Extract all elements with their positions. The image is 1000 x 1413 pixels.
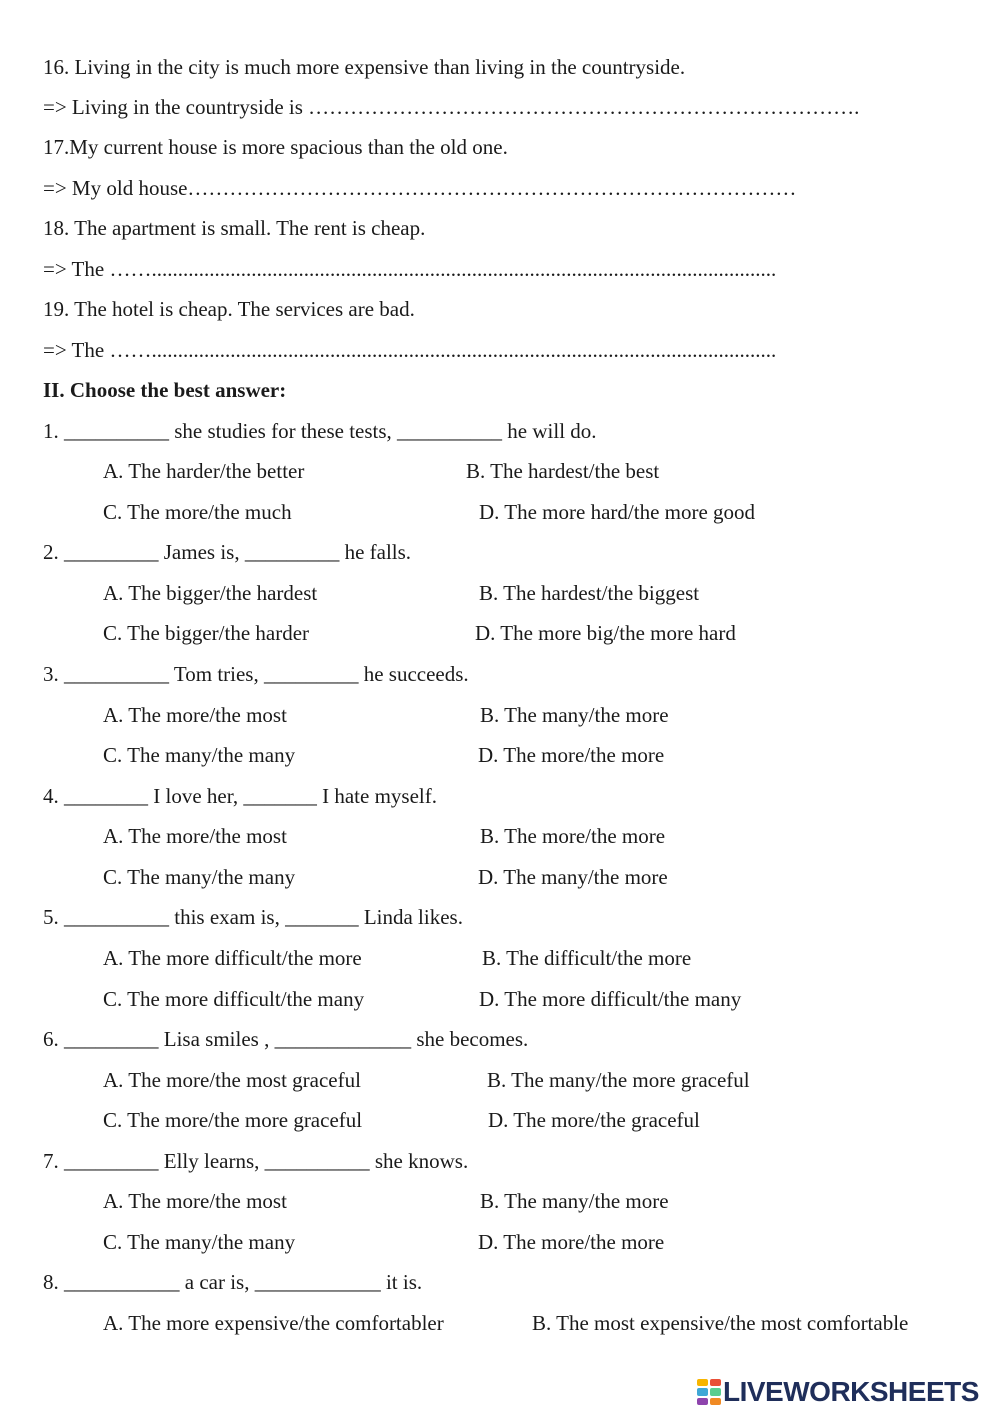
sentence-19: 19. The hotel is cheap. The services are bad. xyxy=(43,297,415,321)
logo-square xyxy=(697,1398,708,1405)
option-a[interactable]: A. The more difficult/the more xyxy=(103,946,362,970)
question-stem: 2. _________ James is, _________ he falls. xyxy=(43,540,412,564)
option-c[interactable]: C. The many/the many xyxy=(103,865,296,889)
question-stem: 1. __________ she studies for these tests, __________ he will do. xyxy=(43,419,597,443)
option-b[interactable]: B. The hardest/the best xyxy=(466,459,660,483)
option-b[interactable]: B. The many/the more xyxy=(480,703,669,727)
option-b[interactable]: B. The difficult/the more xyxy=(482,946,692,970)
logo-square xyxy=(697,1388,708,1395)
rewrite-18: => The ……....................................................................................................................... xyxy=(43,257,777,281)
option-c[interactable]: C. The more difficult/the many xyxy=(103,987,365,1011)
option-b[interactable]: B. The many/the more xyxy=(480,1189,669,1213)
logo-square xyxy=(710,1379,721,1386)
option-a[interactable]: A. The more/the most xyxy=(103,703,287,727)
question-stem: 8. ___________ a car is, ____________ it is. xyxy=(43,1270,423,1294)
option-d[interactable]: D. The more difficult/the many xyxy=(479,987,742,1011)
option-b[interactable]: B. The most expensive/the most comfortable xyxy=(532,1311,909,1335)
sentence-16: 16. Living in the city is much more expensive than living in the countryside. xyxy=(43,55,686,79)
logo-square xyxy=(710,1398,721,1405)
liveworksheets-logo[interactable] xyxy=(697,1375,979,1409)
option-a[interactable]: A. The harder/the better xyxy=(103,459,305,483)
question-stem: 4. ________ I love her, _______ I hate myself. xyxy=(43,784,437,808)
option-a[interactable]: A. The more/the most xyxy=(103,1189,287,1213)
question-stem: 6. _________ Lisa smiles , _____________ she becomes. xyxy=(43,1027,529,1051)
logo-square xyxy=(710,1388,721,1395)
option-d[interactable]: D. The more/the graceful xyxy=(488,1108,700,1132)
question-stem: 3. __________ Tom tries, _________ he succeeds. xyxy=(43,662,469,686)
option-c[interactable]: C. The more/the much xyxy=(103,500,292,524)
option-d[interactable]: D. The more hard/the more good xyxy=(479,500,756,524)
sentence-17: 17.My current house is more spacious than the old one. xyxy=(43,135,508,159)
option-c[interactable]: C. The many/the many xyxy=(103,743,296,767)
option-a[interactable]: A. The bigger/the hardest xyxy=(103,581,318,605)
option-c[interactable]: C. The many/the many xyxy=(103,1230,296,1254)
option-b[interactable]: B. The many/the more graceful xyxy=(487,1068,750,1092)
logo-square xyxy=(697,1379,708,1386)
sentence-18: 18. The apartment is small. The rent is cheap. xyxy=(43,216,426,240)
option-b[interactable]: B. The hardest/the biggest xyxy=(479,581,700,605)
option-a[interactable]: A. The more/the most xyxy=(103,824,287,848)
option-a[interactable]: A. The more expensive/the comfortabler xyxy=(103,1311,444,1335)
rewrite-17: => My old house…………………………………………………………………………… xyxy=(43,176,797,200)
question-stem: 7. _________ Elly learns, __________ she knows. xyxy=(43,1149,469,1173)
option-b[interactable]: B. The more/the more xyxy=(480,824,666,848)
option-c[interactable]: C. The more/the more graceful xyxy=(103,1108,363,1132)
section-heading: II. Choose the best answer: xyxy=(43,378,287,402)
logo-text: LIVEWORKSHEETS xyxy=(723,1376,979,1407)
rewrite-19: => The ……....................................................................................................................... xyxy=(43,338,777,362)
question-stem: 5. __________ this exam is, _______ Linda likes. xyxy=(43,905,463,929)
rewrite-16: => Living in the countryside is ……………………………………………………………………. xyxy=(43,95,860,119)
option-d[interactable]: D. The more/the more xyxy=(478,743,665,767)
option-d[interactable]: D. The many/the more xyxy=(478,865,668,889)
option-d[interactable]: D. The more big/the more hard xyxy=(475,621,736,645)
option-a[interactable]: A. The more/the most graceful xyxy=(103,1068,361,1092)
option-d[interactable]: D. The more/the more xyxy=(478,1230,665,1254)
option-c[interactable]: C. The bigger/the harder xyxy=(103,621,310,645)
liveworksheets-logo-icon xyxy=(697,1379,721,1405)
